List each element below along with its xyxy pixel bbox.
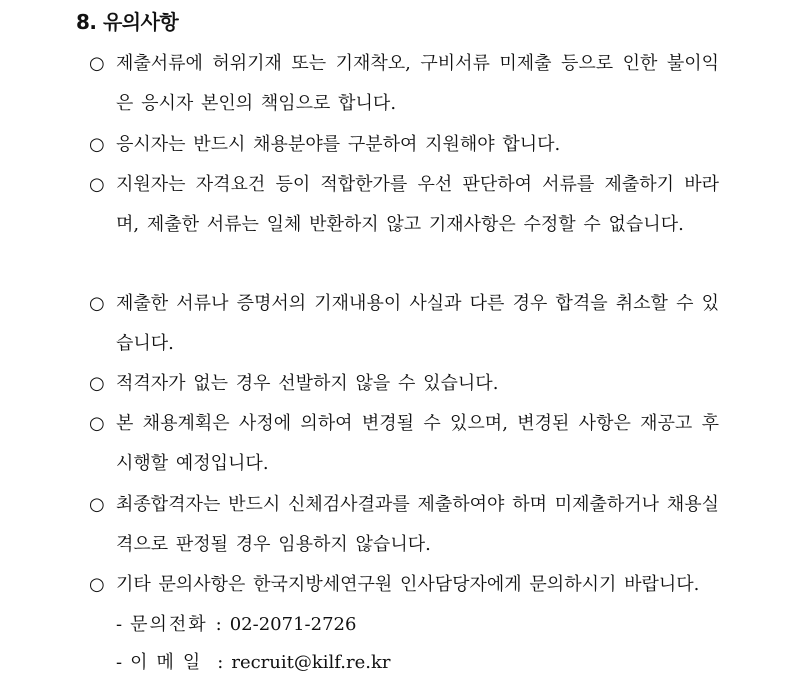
separator: :: [215, 614, 222, 635]
contact-email: [116, 643, 391, 683]
notice-text: 본 채용계획은 사정에 의하여 변경될 수 있으며, 변경된 사항은 재공고 후 시행할 예정입니다.: [116, 413, 719, 474]
notice-item: [89, 165, 719, 245]
bullet-circle-icon: ○: [89, 53, 105, 74]
notice-item: [89, 565, 719, 605]
section-title: 8. 유의사항: [76, 10, 179, 34]
notice-text: 제출한 서류나 증명서의 기재내용이 사실과 다른 경우 합격을 취소할 수 있습니다.: [116, 293, 719, 354]
notice-item: [89, 125, 719, 165]
dash: -: [116, 652, 123, 673]
notice-text: 기타 문의사항은 한국지방세연구원 인사담당자에게 문의하시기 바랍니다.: [116, 574, 700, 595]
notice-text: 최종합격자는 반드시 신체검사결과를 제출하여야 하며 미제출하거나 채용실격으로 판정될 경우 임용하지 않습니다.: [116, 494, 719, 555]
notice-text: 지원자는 자격요건 등이 적합한가를 우선 판단하여 서류를 제출하기 바라며, 제출한 서류는 일체 반환하지 않고 기재사항은 수정할 수 없습니다.: [116, 174, 719, 235]
bullet-circle-icon: ○: [89, 293, 105, 314]
notice-item: [89, 44, 719, 124]
notice-item: [89, 364, 719, 404]
notice-text: 적격자가 없는 경우 선발하지 않을 수 있습니다.: [116, 373, 499, 394]
bullet-circle-icon: ○: [89, 413, 105, 434]
phone-label: 문의전화: [130, 614, 208, 635]
notice-item: [89, 284, 719, 364]
bullet-circle-icon: ○: [89, 574, 105, 595]
notice-text: 제출서류에 허위기재 또는 기재착오, 구비서류 미제출 등으로 인한 불이익은 응시자 본인의 책임으로 합니다.: [116, 53, 719, 114]
email-label: 이메일: [130, 652, 210, 673]
contact-phone: [116, 605, 356, 645]
dash: -: [116, 614, 123, 635]
bullet-circle-icon: ○: [89, 174, 105, 195]
email-address[interactable]: recruit@kilf.re.kr: [231, 652, 391, 673]
bullet-circle-icon: ○: [89, 494, 105, 515]
notice-item: [89, 485, 719, 565]
phone-number: 02-2071-2726: [229, 614, 357, 635]
separator: :: [217, 652, 224, 673]
notice-text: 응시자는 반드시 채용분야를 구분하여 지원해야 합니다.: [116, 134, 561, 155]
bullet-circle-icon: ○: [89, 134, 105, 155]
notice-item: [89, 404, 719, 484]
bullet-circle-icon: ○: [89, 373, 105, 394]
